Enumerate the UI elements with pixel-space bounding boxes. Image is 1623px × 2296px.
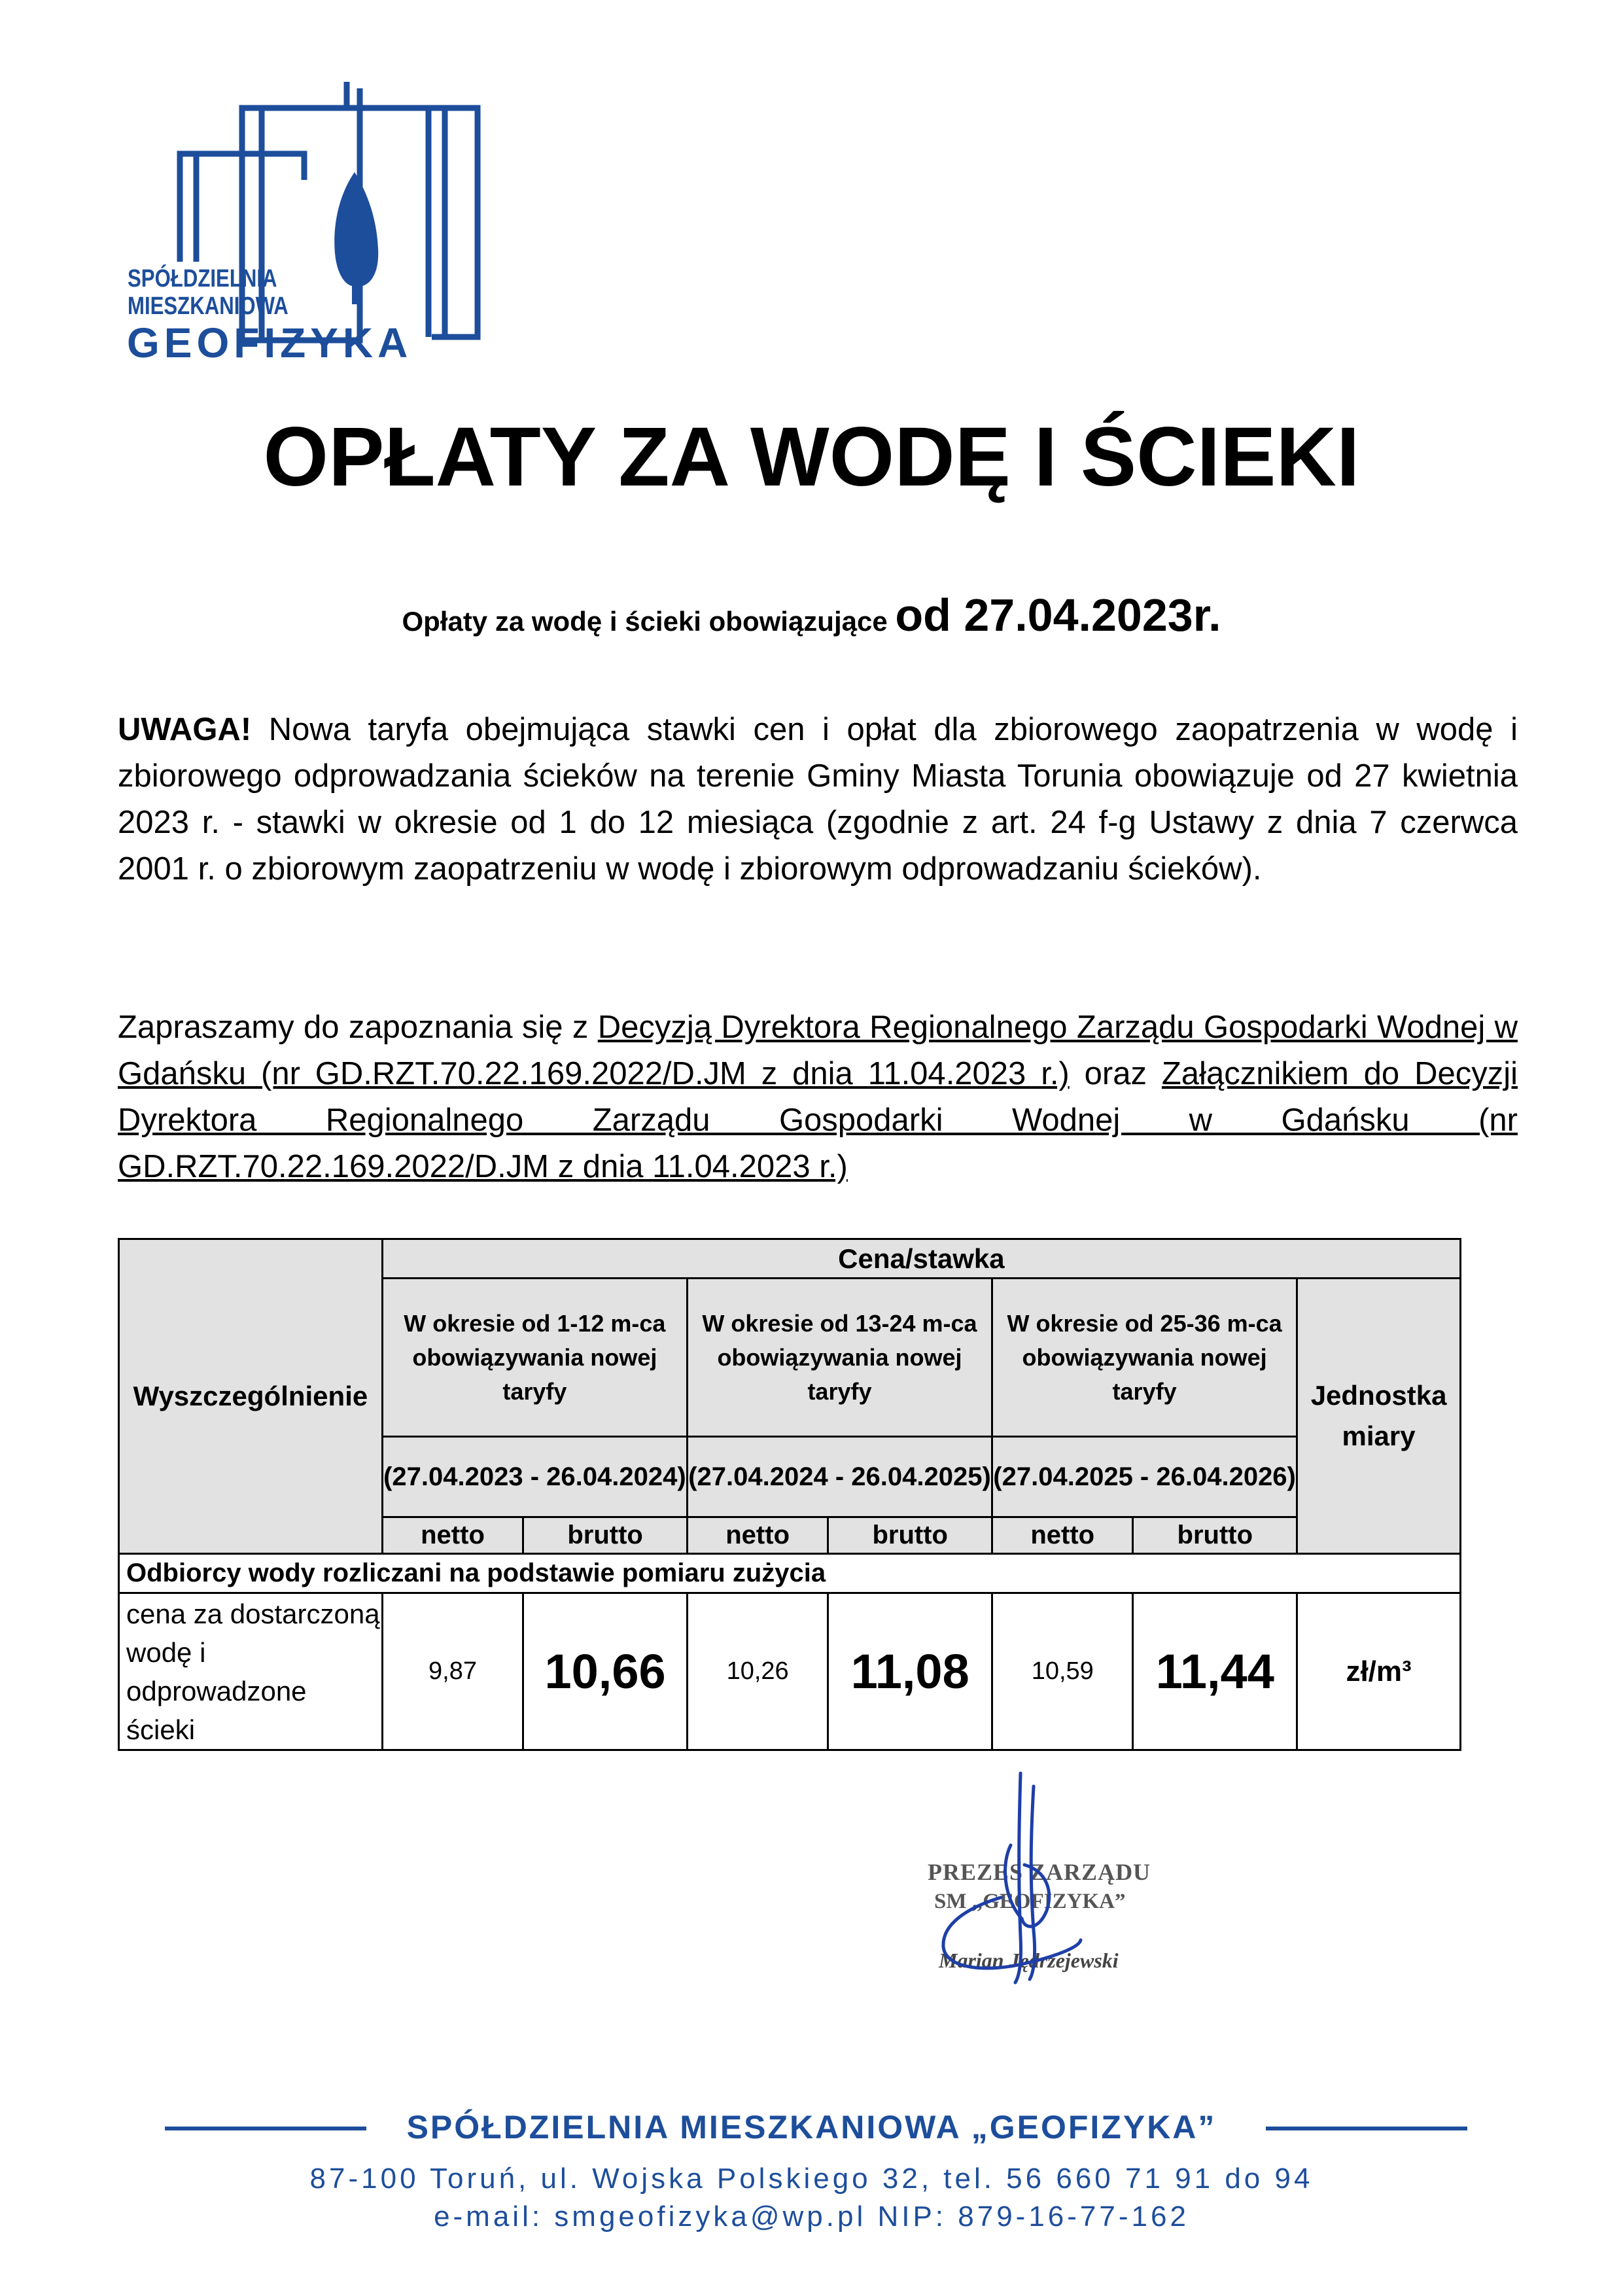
brutto-header: brutto (523, 1517, 688, 1554)
stamp-line-1: PREZES ZARZĄDU (928, 1859, 1151, 1885)
group-label: Odbiorcy wody rozliczani na podstawie pomiaru zużycia (119, 1554, 1461, 1593)
unit-cell: zł/m³ (1297, 1593, 1461, 1750)
desc-header: Wyszczególnienie (119, 1239, 383, 1554)
invite-middle: oraz (1069, 1056, 1162, 1091)
unit-header: Jednostka miary (1297, 1279, 1461, 1554)
period-3-label: W okresie od 25-36 m-ca obowiązywania nowej taryfy (992, 1279, 1297, 1437)
subtitle-date: od 27.04.2023r. (895, 590, 1221, 641)
stamp-line-2: SM „GEOFIZYKA” (934, 1890, 1126, 1913)
notice-paragraph (118, 707, 1518, 892)
notice-text: Nowa taryfa obejmująca stawki cen i opłat dla zbiorowego zaopatrzenia w wodę i zbiorowego odprowadzania ścieków na terenie Gminy Miasta Torunia obowiązuje od 27 kwietnia 2023 r. - stawki w okresie od 1 do 12 miesiąca (zgodnie z art. 24 f-g Ustawy z dnia 7 czerwca 2001 r. o zbiorowym zaopatrzeniu w wodę i zbiorowym odprowadzaniu ścieków). (118, 712, 1518, 887)
logo-line-2: MIESZKANIOWA (128, 292, 288, 320)
footer-organization: SPÓŁDZIELNIA MIESZKANIOWA „GEOFIZYKA” (406, 2109, 1217, 2146)
value-cell: 9,87 (382, 1593, 523, 1750)
invite-prefix: Zapraszamy do zapoznania się z (118, 1010, 598, 1045)
stamp-name: Marian Jędrzejewski (939, 1949, 1119, 1972)
brutto-header: brutto (1133, 1517, 1297, 1554)
page-title: OPŁATY ZA WODĘ I ŚCIEKI (263, 410, 1360, 504)
netto-header: netto (382, 1517, 523, 1554)
invite-paragraph (118, 1004, 1518, 1190)
notice-label: UWAGA! (118, 712, 252, 747)
period-1-label: W okresie od 1-12 m-ca obowiązywania nowej taryfy (382, 1279, 687, 1437)
value-cell: 10,59 (992, 1593, 1133, 1750)
period-1-dates: (27.04.2023 - 26.04.2024) (382, 1437, 687, 1517)
attachment-link[interactable]: Załącznikiem do Decyzji Dyrektora Regionalnego Zarządu Gospodarki Wodnej w Gdańsku (nr GD.RZT.70.22.169.2022/D.JM z dnia 11.04.2023 r.) (118, 1056, 1518, 1184)
value-cell: 10,66 (523, 1593, 688, 1750)
value-cell: 11,44 (1133, 1593, 1297, 1750)
period-2-label: W okresie od 13-24 m-ca obowiązywania nowej taryfy (687, 1279, 992, 1437)
period-3-dates: (27.04.2025 - 26.04.2026) (992, 1437, 1297, 1517)
row-label: cena za dostarczoną wodę i odprowadzone ścieki (119, 1593, 383, 1750)
netto-header: netto (687, 1517, 828, 1554)
footer-email: e-mail: smgeofizyka@wp.pl NIP: 879-16-77-162 (434, 2200, 1189, 2233)
logo-line-1: SPÓŁDZIELNIA (128, 265, 277, 292)
footer-address: 87-100 Toruń, ul. Wojska Polskiego 32, tel. 56 660 71 91 do 94 (309, 2163, 1314, 2195)
subtitle-prefix: Opłaty za wodę i ścieki obowiązujące (402, 606, 896, 637)
value-cell: 10,26 (687, 1593, 828, 1750)
value-cell: 11,08 (828, 1593, 992, 1750)
price-header: Cena/stawka (382, 1239, 1460, 1279)
period-2-dates: (27.04.2024 - 26.04.2025) (687, 1437, 992, 1517)
tariff-table (118, 1238, 1461, 1751)
subtitle (0, 589, 1623, 641)
netto-header: netto (992, 1517, 1133, 1554)
brutto-header: brutto (828, 1517, 992, 1554)
decision-link[interactable]: Decyzją Dyrektora Regionalnego Zarządu Gospodarki Wodnej w Gdańsku (nr GD.RZT.70.22.169.2022/D.JM z dnia 11.04.2023 r.) (118, 1010, 1518, 1091)
handwritten-signature-icon (870, 1767, 1178, 1989)
logo-line-3: GEOFIZYKA (127, 319, 413, 366)
